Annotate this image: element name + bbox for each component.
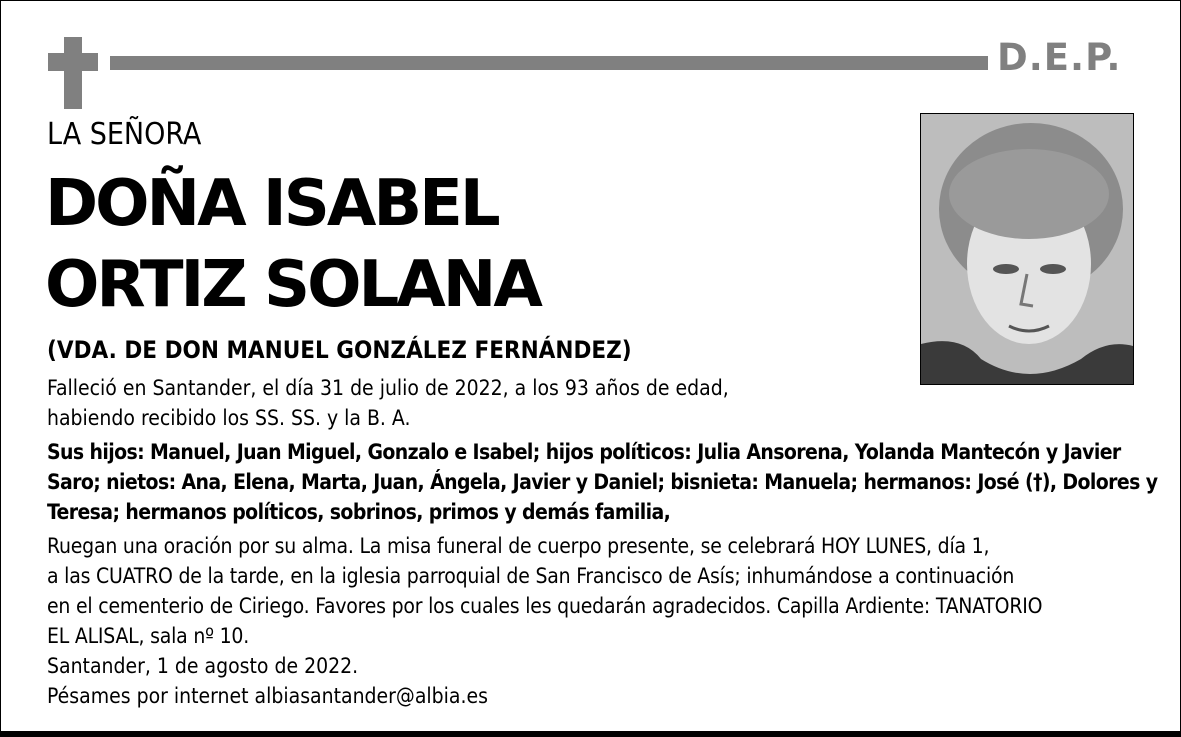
funeral-line: Ruegan una oración por su alma. La misa funeral de cuerpo presente, se celebrará HOY LUNES, día 1, (47, 534, 990, 558)
family-list (47, 437, 1158, 527)
funeral-line: EL ALISAL, sala nº 10. (47, 624, 250, 648)
deceased-name-line2: ORTIZ SOLANA (45, 248, 540, 322)
header-rule (110, 56, 988, 70)
place-date: Santander, 1 de agosto de 2022. (47, 654, 359, 678)
funeral-line: a las CUATRO de la tarde, en la iglesia parroquial de San Francisco de Asís; inhumándose a continuación (47, 564, 1015, 588)
honorific: LA SEÑORA (47, 117, 202, 152)
dep-label: D.E.P. (997, 36, 1122, 79)
widow-of: (VDA. DE DON MANUEL GONZÁLEZ FERNÁNDEZ) (47, 336, 632, 364)
closing (47, 651, 1127, 711)
deceased-name-line1: DOÑA ISABEL (45, 167, 498, 241)
cross-icon-vertical (64, 37, 82, 109)
family-line: Teresa; hermanos políticos, sobrinos, primos y demás familia, (47, 500, 671, 524)
bottom-rule (0, 731, 1181, 737)
death-notice-line: habiendo recibido los SS. SS. y la B. A. (47, 406, 411, 430)
family-line: Saro; nietos: Ana, Elena, Marta, Juan, Ángela, Javier y Daniel; bisnieta: Manuela; hermanos: José (†), Dolores y (47, 470, 1158, 494)
family-line: Sus hijos: Manuel, Juan Miguel, Gonzalo e Isabel; hijos políticos: Julia Ansorena, Yolanda Mantecón y Javier (47, 440, 1121, 464)
death-notice (47, 373, 1127, 433)
portrait-image (921, 114, 1133, 384)
portrait-photo (920, 113, 1134, 385)
death-notice-line: Falleció en Santander, el día 31 de julio de 2022, a los 93 años de edad, (47, 376, 729, 400)
cross-icon-horizontal (48, 53, 98, 71)
funeral-line: en el cementerio de Ciriego. Favores por los cuales les quedarán agradecidos. Capilla Ardiente: TANATORIO (47, 594, 1043, 618)
condolences-email[interactable]: Pésames por internet albiasantander@albia.es (47, 684, 488, 708)
funeral-details (47, 531, 1127, 651)
